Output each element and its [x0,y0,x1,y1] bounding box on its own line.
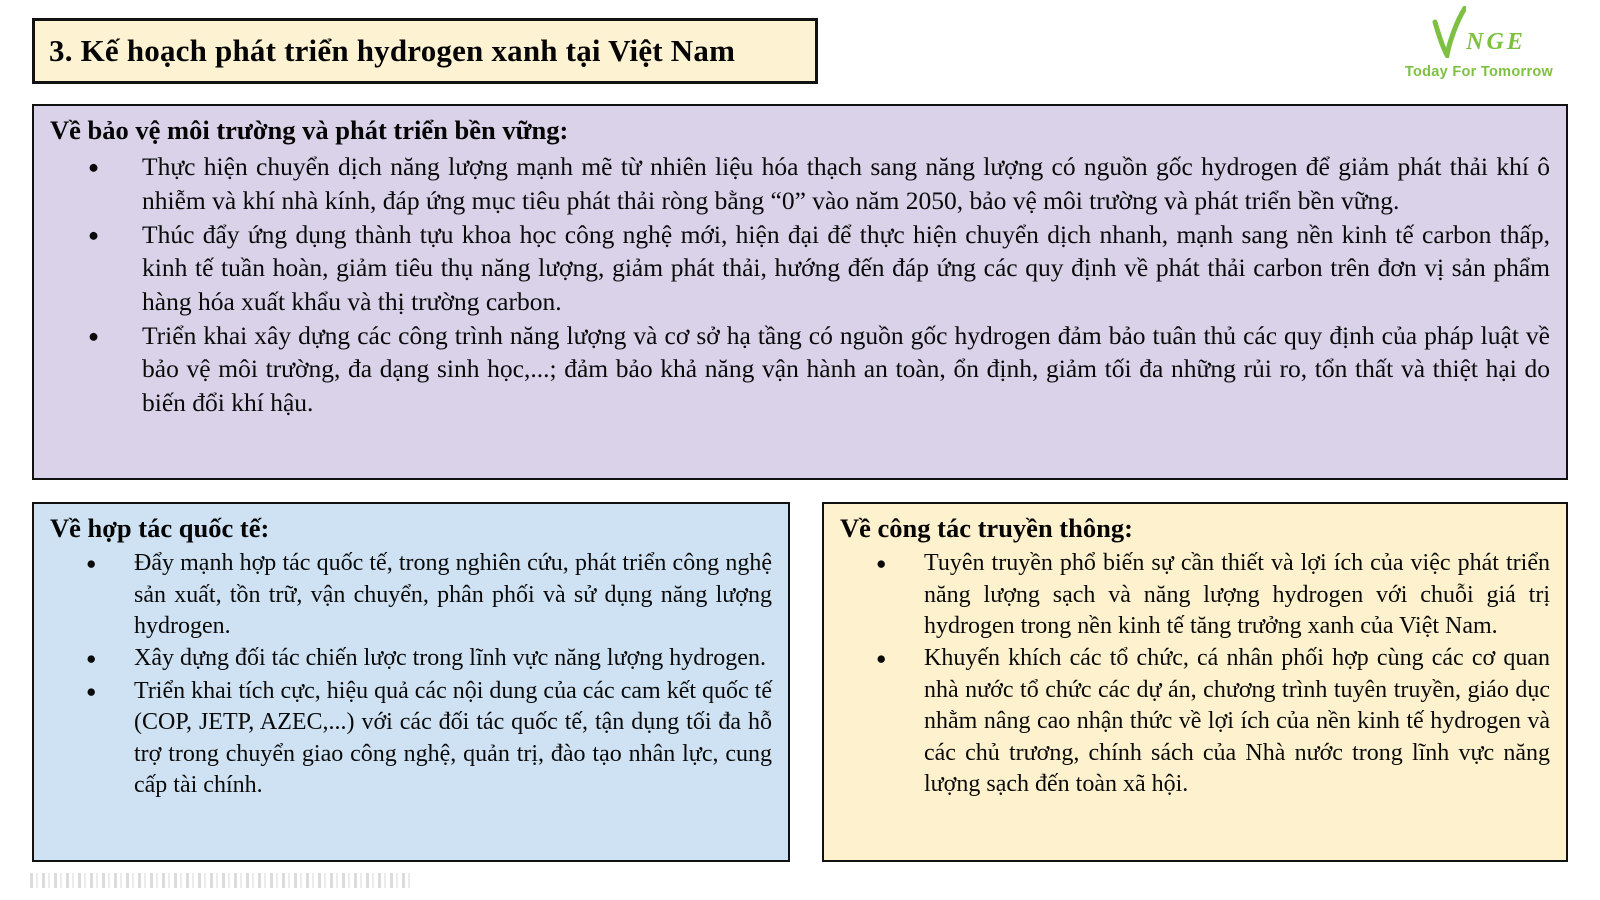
communications-box-heading: Về công tác truyền thông: [840,513,1133,543]
international-box-heading: Về hợp tác quốc tế: [50,513,270,543]
slide-title-box [32,18,818,84]
checkmark-v-icon [1432,6,1466,58]
bullet-item: ● Thúc đẩy ứng dụng thành tựu khoa học công nghệ mới, hiện đại để thực hiện chuyển dịch nhanh, mạnh sang nền kinh tế carbon thấp, kinh tế tuần hoàn, giảm tiêu thụ năng lượng, giảm phát thải, hướng đến đáp ứng các quy định về phát thải carbon trên đơn vị sản phẩm hàng hóa xuất khẩu và thị trường carbon. [50,218,1550,318]
international-bullet-list [50,548,772,802]
environment-bullet-list [50,150,1550,419]
communications-bullet-list [840,548,1550,801]
bullet-item: ● Tuyên truyền phổ biến sự cần thiết và lợi ích của việc phát triển năng lượng sạch và năng lượng hydrogen với chuỗi giá trị hydrogen trong nền kinh tế tăng trưởng xanh của Việt Nam. [840,548,1550,642]
environment-box [32,104,1568,480]
bullet-item: ● Xây dựng đối tác chiến lược trong lĩnh vực năng lượng hydrogen. [50,643,772,674]
watermark-bar [30,873,412,888]
logo-brand-text: NGE [1466,29,1526,55]
bullet-item: ● Triển khai tích cực, hiệu quả các nội dung của các cam kết quốc tế (COP, JETP, AZEC,...) với các đối tác quốc tế, tận dụng tối đa hỗ trợ trong chuyển giao công nghệ, quản trị, đào tạo nhân lực, cung cấp tài chính. [50,676,772,802]
bullet-item: ● Thực hiện chuyển dịch năng lượng mạnh mẽ từ nhiên liệu hóa thạch sang năng lượng có nguồn gốc hydrogen để giảm phát thải khí ô nhiễm và khí nhà kính, đáp ứng mục tiêu phát thải ròng bằng “0” vào năm 2050, bảo vệ môi trường và phát triển bền vững. [50,150,1550,217]
page-title: 3. Kế hoạch phát triển hydrogen xanh tại Việt Nam [49,33,736,68]
bullet-item: ● Triển khai xây dựng các công trình năng lượng và cơ sở hạ tầng có nguồn gốc hydrogen đảm bảo tuân thủ các quy định của pháp luật về bảo vệ môi trường, đa dạng sinh học,...; đảm bảo khả năng vận hành an toàn, ổn định, giảm tối đa những rủi ro, tổn thất và thiệt hại do biến đổi khí hậu. [50,319,1550,419]
logo-tagline: Today For Tomorrow [1404,64,1554,80]
international-cooperation-box [32,502,790,862]
communications-box [822,502,1568,862]
bullet-item: ● Đẩy mạnh hợp tác quốc tế, trong nghiên cứu, phát triển công nghệ sản xuất, tồn trữ, vận chuyển, phân phối và sử dụng năng lượng hydrogen. [50,548,772,642]
logo-mark-row [1404,6,1554,58]
bullet-item: ● Khuyến khích các tổ chức, cá nhân phối hợp cùng các cơ quan nhà nước tổ chức các dự án, chương trình tuyên truyền, giáo dục nhằm nâng cao nhận thức về lợi ích của nền kinh tế hydrogen và các chủ trương, chính sách của Nhà nước trong lĩnh vực năng lượng sạch đến toàn xã hội. [840,643,1550,800]
vnge-logo [1404,6,1554,80]
environment-box-heading: Về bảo vệ môi trường và phát triển bền vững: [50,115,569,145]
